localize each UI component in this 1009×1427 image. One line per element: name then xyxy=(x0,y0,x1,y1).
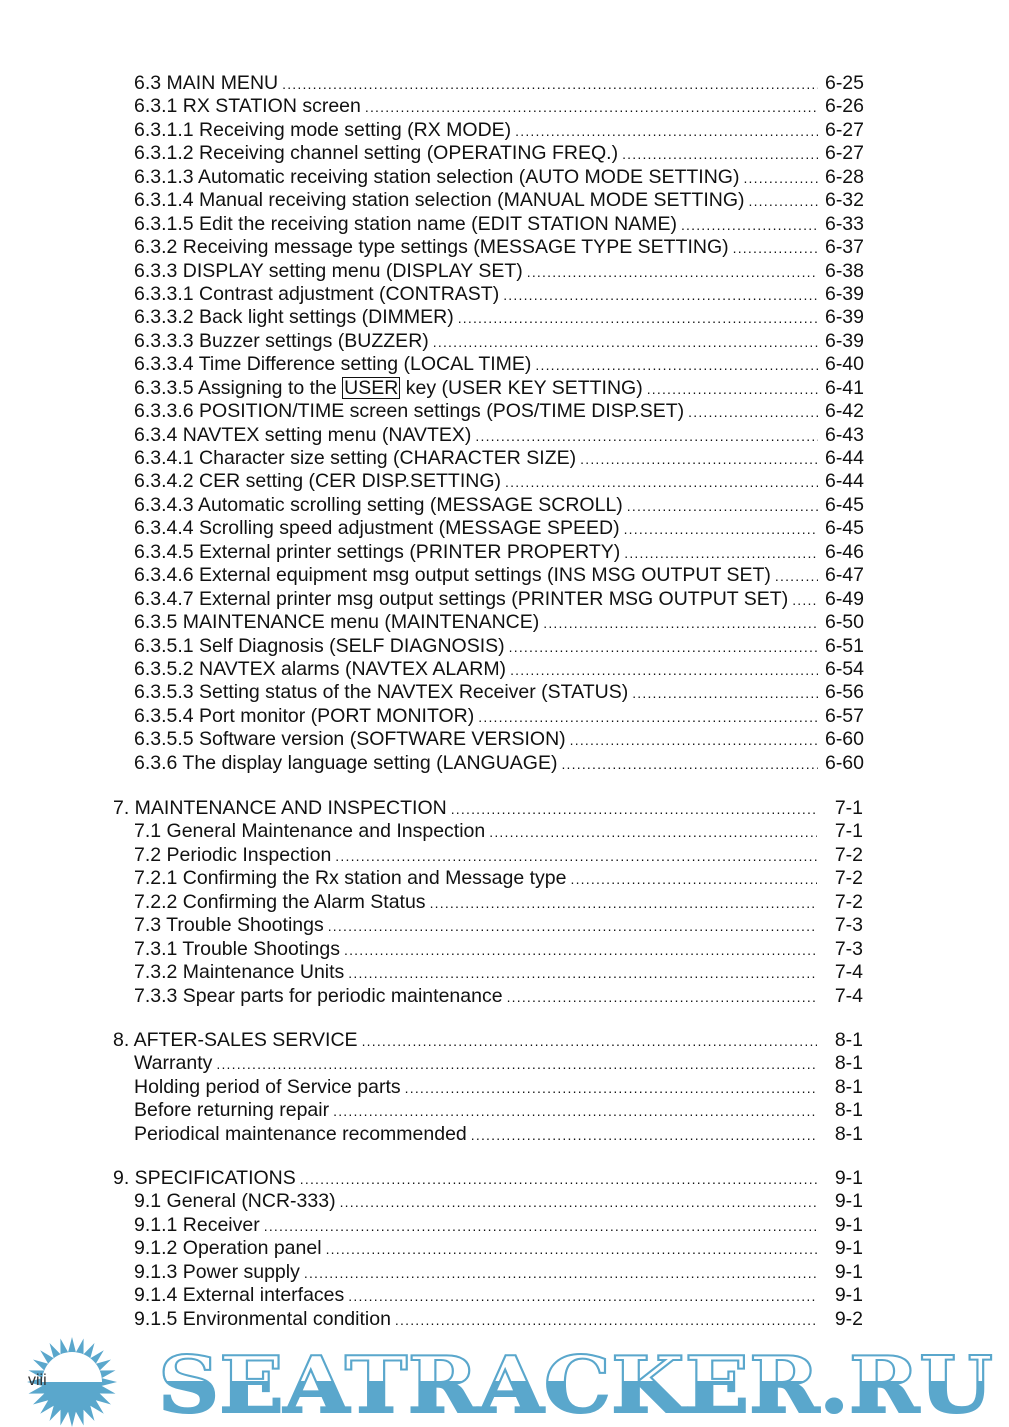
toc-entry[interactable] xyxy=(134,705,864,728)
dot-leader xyxy=(733,237,818,260)
dot-leader xyxy=(507,986,817,1009)
entry-label xyxy=(134,752,557,775)
entry-page: 8-1 xyxy=(834,1052,863,1075)
entry-page: 7-3 xyxy=(834,937,863,960)
dot-leader xyxy=(348,1285,817,1308)
entry-text: 9.1.5 Environmental condition xyxy=(134,1307,391,1330)
entry-label xyxy=(134,1076,401,1099)
toc-entry[interactable] xyxy=(134,260,864,283)
entry-text: 7.1 General Maintenance and Inspection xyxy=(134,820,486,843)
entry-text: 9.1.1 Receiver xyxy=(134,1213,260,1236)
dot-leader xyxy=(451,798,817,821)
entry-label xyxy=(134,424,471,447)
entry-page: 7-2 xyxy=(834,867,863,890)
dot-leader xyxy=(527,261,818,284)
toc-entry[interactable] xyxy=(134,353,864,376)
entry-label xyxy=(134,119,511,142)
entry-text: 8. AFTER-SALES SERVICE xyxy=(113,1029,358,1051)
toc-section-8 xyxy=(113,1029,863,1146)
dot-leader xyxy=(300,1168,817,1191)
entry-text: 6.3.6 The display language setting (LANGUAGE) xyxy=(134,751,558,774)
entry-label xyxy=(134,938,340,961)
entry-page: 6-51 xyxy=(824,634,864,657)
watermark-text: SEATRACKER.RU xyxy=(158,1340,993,1427)
entry-label xyxy=(134,564,771,587)
entry-label xyxy=(134,236,729,259)
dot-leader xyxy=(304,1262,817,1285)
dot-leader xyxy=(362,1030,817,1053)
entry-text: 6.3.2 Receiving message type settings (MESSAGE TYPE SETTING) xyxy=(134,236,729,259)
entry-text: 9.1 General (NCR-333) xyxy=(134,1190,336,1213)
entry-text: 6.3.5.1 Self Diagnosis (SELF DIAGNOSIS) xyxy=(134,634,505,657)
entry-label xyxy=(134,705,474,728)
page-number: viii xyxy=(28,1372,47,1389)
entry-page: 6-32 xyxy=(824,189,864,212)
entry-text: 6.3.1.2 Receiving channel setting (OPERATING FREQ.) xyxy=(134,142,619,165)
entry-page: 6-33 xyxy=(824,212,864,235)
toc-entry[interactable] xyxy=(134,564,864,587)
toc-entry[interactable] xyxy=(134,470,864,493)
dot-leader xyxy=(543,612,818,635)
toc-entry[interactable] xyxy=(113,1123,863,1146)
dot-leader xyxy=(458,307,818,330)
entry-text: 6.3.3.4 Time Difference setting (LOCAL TIME) xyxy=(134,353,532,376)
entry-page: 8-1 xyxy=(834,1075,863,1098)
entry-page: 6-45 xyxy=(824,517,864,540)
toc-entry[interactable] xyxy=(113,985,863,1008)
entry-page: 8-1 xyxy=(834,1099,863,1122)
entry-label xyxy=(134,867,567,890)
entry-page: 6-25 xyxy=(824,72,864,94)
dot-leader xyxy=(348,962,817,985)
entry-label xyxy=(113,797,447,820)
toc-entry[interactable] xyxy=(134,119,864,142)
entry-text-suffix: key (USER KEY SETTING) xyxy=(400,376,643,399)
toc-entry[interactable] xyxy=(134,283,864,306)
entry-page: 6-47 xyxy=(824,564,864,587)
toc-entry[interactable] xyxy=(134,541,864,564)
dot-leader xyxy=(743,167,818,190)
entry-label xyxy=(134,681,628,704)
entry-label xyxy=(134,166,739,189)
dot-leader xyxy=(333,1100,817,1123)
toc-entry[interactable] xyxy=(134,728,864,751)
entry-label xyxy=(134,611,539,634)
toc-entry[interactable] xyxy=(134,424,864,447)
entry-label xyxy=(113,1167,296,1190)
dot-leader xyxy=(216,1053,817,1076)
entry-page: 6-56 xyxy=(824,681,864,704)
dot-leader xyxy=(326,1238,817,1261)
entry-text: 6.3.4.3 Automatic scrolling setting (MESSAGE SCROLL) xyxy=(134,493,623,516)
entry-label xyxy=(134,891,426,914)
entry-label xyxy=(134,844,331,867)
toc-entry[interactable] xyxy=(113,1214,863,1237)
dot-leader xyxy=(624,542,818,565)
entry-label xyxy=(134,1190,336,1213)
dot-leader xyxy=(503,284,818,307)
toc-entry[interactable] xyxy=(134,189,864,212)
entry-text: 6.3.1.5 Edit the receiving station name (EDIT STATION NAME) xyxy=(134,212,677,235)
toc-entry[interactable] xyxy=(113,961,863,984)
toc-entry[interactable] xyxy=(113,1308,863,1331)
entry-label xyxy=(134,377,643,400)
dot-leader xyxy=(624,518,818,541)
entry-page: 9-2 xyxy=(834,1307,863,1330)
entry-label xyxy=(134,1308,391,1331)
dot-leader xyxy=(395,1309,817,1332)
entry-text: 6.3.5.5 Software version (SOFTWARE VERSION) xyxy=(134,728,566,751)
toc-entry[interactable] xyxy=(113,1052,863,1075)
dot-leader xyxy=(580,448,818,471)
dot-leader xyxy=(264,1215,817,1238)
dot-leader xyxy=(433,331,818,354)
entry-page: 9-1 xyxy=(834,1213,863,1236)
entry-text: 7. MAINTENANCE AND INSPECTION xyxy=(113,797,447,819)
toc-entry[interactable] xyxy=(134,494,864,517)
entry-page: 6-42 xyxy=(824,400,864,423)
entry-page: 7-2 xyxy=(834,890,863,913)
entry-text: 6.3.1.1 Receiving mode setting (RX MODE) xyxy=(134,118,512,141)
toc-entry[interactable] xyxy=(134,166,864,189)
entry-page: 6-44 xyxy=(824,470,864,493)
entry-text: 6.3.4 NAVTEX setting menu (NAVTEX) xyxy=(134,423,472,446)
entry-page: 6-57 xyxy=(824,704,864,727)
toc-entry[interactable] xyxy=(134,72,864,95)
dot-leader xyxy=(475,425,818,448)
entry-text: 6.3.5.4 Port monitor (PORT MONITOR) xyxy=(134,704,475,727)
entry-label xyxy=(134,306,454,329)
toc-section-6 xyxy=(134,72,864,775)
dot-leader xyxy=(632,682,818,705)
dot-leader xyxy=(688,401,818,424)
entry-label xyxy=(134,283,499,306)
entry-page: 6-50 xyxy=(824,611,864,634)
entry-text: 6.3.3.5 Assigning to the xyxy=(134,376,343,399)
toc-section-9 xyxy=(113,1167,863,1331)
toc-entry[interactable] xyxy=(113,1190,863,1213)
entry-text: 6.3.3.1 Contrast adjustment (CONTRAST) xyxy=(134,282,500,305)
entry-page: 6-38 xyxy=(824,259,864,282)
entry-page: 7-1 xyxy=(834,820,863,843)
entry-label xyxy=(134,330,429,353)
dot-leader xyxy=(510,659,818,682)
entry-label xyxy=(134,985,503,1008)
entry-text: 6.3.4.5 External printer settings (PRINTER PROPERTY) xyxy=(134,540,621,563)
entry-text: 7.2.2 Confirming the Alarm Status xyxy=(134,890,426,913)
entry-label xyxy=(134,517,620,540)
entry-label xyxy=(134,494,623,517)
entry-page: 6-39 xyxy=(824,306,864,329)
entry-page: 6-28 xyxy=(824,165,864,188)
entry-label xyxy=(134,142,618,165)
dot-leader xyxy=(627,495,818,518)
entry-text: 6.3.4.2 CER setting (CER DISP.SETTING) xyxy=(134,470,502,493)
dot-leader xyxy=(647,378,818,401)
dot-leader xyxy=(570,729,818,752)
dot-leader xyxy=(344,939,817,962)
entry-label xyxy=(134,961,344,984)
toc-entry[interactable] xyxy=(113,1029,863,1052)
entry-page: 8-1 xyxy=(834,1122,863,1145)
toc-entry[interactable] xyxy=(113,1284,863,1307)
dot-leader xyxy=(792,589,818,612)
entry-text: Holding period of Service parts xyxy=(134,1075,401,1098)
toc-entry[interactable] xyxy=(134,517,864,540)
entry-text: 6.3.3.2 Back light settings (DIMMER) xyxy=(134,306,454,329)
dot-leader xyxy=(282,73,818,96)
dot-leader xyxy=(430,892,817,915)
entry-page: 9-1 xyxy=(834,1190,863,1213)
dot-leader xyxy=(622,143,818,166)
dot-leader xyxy=(535,354,818,377)
entry-label xyxy=(134,541,620,564)
entry-label xyxy=(134,588,788,611)
dot-leader xyxy=(681,214,818,237)
entry-label xyxy=(134,1237,322,1260)
entry-page: 6-27 xyxy=(824,118,864,141)
entry-text: 9. SPECIFICATIONS xyxy=(113,1167,296,1189)
entry-text: 6.3.5 MAINTENANCE menu (MAINTENANCE) xyxy=(134,611,540,634)
toc-entry[interactable] xyxy=(134,236,864,259)
entry-text: 6.3.5.3 Setting status of the NAVTEX Receiver (STATUS) xyxy=(134,681,629,704)
toc-entry[interactable] xyxy=(134,142,864,165)
entry-page: 7-3 xyxy=(834,914,863,937)
entry-page: 6-45 xyxy=(824,493,864,516)
entry-text: 7.3.2 Maintenance Units xyxy=(134,961,345,984)
toc-entry[interactable] xyxy=(113,867,863,890)
dot-leader xyxy=(471,1124,817,1147)
entry-page: 9-1 xyxy=(834,1284,863,1307)
toc-entry[interactable] xyxy=(113,1099,863,1122)
entry-text: 6.3.5.2 NAVTEX alarms (NAVTEX ALARM) xyxy=(134,657,507,680)
dot-leader xyxy=(340,1191,817,1214)
toc-entry[interactable] xyxy=(134,95,864,118)
entry-label xyxy=(134,189,745,212)
dot-leader xyxy=(505,471,818,494)
entry-text: 6.3.4.6 External equipment msg output settings (INS MSG OUTPUT SET) xyxy=(134,564,771,587)
entry-label xyxy=(134,353,531,376)
user-key-box: USER xyxy=(344,376,399,399)
toc-entry[interactable] xyxy=(113,844,863,867)
entry-page: 7-2 xyxy=(834,843,863,866)
entry-page: 9-1 xyxy=(834,1260,863,1283)
entry-page: 6-41 xyxy=(824,376,864,399)
entry-label xyxy=(134,1052,212,1075)
dot-leader xyxy=(328,915,817,938)
entry-label xyxy=(134,447,576,470)
watermark-logo xyxy=(0,1336,1009,1427)
dot-leader xyxy=(489,821,817,844)
toc-entry[interactable] xyxy=(113,891,863,914)
entry-page: 6-49 xyxy=(824,587,864,610)
entry-page: 7-1 xyxy=(834,797,863,819)
entry-label xyxy=(134,72,278,95)
entry-page: 6-39 xyxy=(824,282,864,305)
entry-text: 6.3.1.4 Manual receiving station selection (MANUAL MODE SETTING) xyxy=(134,189,745,212)
toc-entry[interactable] xyxy=(113,1167,863,1190)
dot-leader xyxy=(478,706,818,729)
toc-entry[interactable] xyxy=(113,1261,863,1284)
entry-label xyxy=(134,820,485,843)
entry-page: 6-37 xyxy=(824,236,864,259)
entry-label xyxy=(134,213,677,236)
dot-leader xyxy=(405,1077,817,1100)
toc-entry[interactable] xyxy=(134,306,864,329)
entry-text: 7.2 Periodic Inspection xyxy=(134,843,332,866)
entry-label xyxy=(134,470,501,493)
entry-page: 9-1 xyxy=(834,1167,863,1189)
toc-entry[interactable] xyxy=(134,681,864,704)
entry-page: 6-40 xyxy=(824,353,864,376)
entry-text: Periodical maintenance recommended xyxy=(134,1122,467,1145)
toc-entry[interactable] xyxy=(134,752,864,775)
entry-page: 6-43 xyxy=(824,423,864,446)
entry-text: 6.3.1.3 Automatic receiving station selection (AUTO MODE SETTING) xyxy=(134,165,740,188)
toc-entry[interactable] xyxy=(113,797,863,820)
entry-label xyxy=(134,1214,260,1237)
entry-label xyxy=(134,658,506,681)
toc-entry[interactable] xyxy=(134,377,864,400)
toc-entry[interactable] xyxy=(134,447,864,470)
entry-label xyxy=(113,1029,358,1052)
entry-label xyxy=(134,1099,329,1122)
toc-entry[interactable] xyxy=(113,1237,863,1260)
toc-section-7 xyxy=(113,797,863,1008)
entry-page: 6-27 xyxy=(824,142,864,165)
dot-leader xyxy=(571,868,818,891)
entry-page: 7-4 xyxy=(834,961,863,984)
entry-text: 9.1.4 External interfaces xyxy=(134,1284,345,1307)
entry-page: 6-44 xyxy=(824,447,864,469)
entry-label xyxy=(134,95,361,118)
entry-label xyxy=(134,1123,467,1146)
entry-page: 6-60 xyxy=(824,751,864,774)
entry-text: 6.3.1 RX STATION screen xyxy=(134,95,361,118)
entry-page: 6-26 xyxy=(824,95,864,118)
entry-text: 6.3.4.4 Scrolling speed adjustment (MESSAGE SPEED) xyxy=(134,517,620,540)
entry-page: 6-54 xyxy=(824,657,864,680)
toc-entry[interactable] xyxy=(134,330,864,353)
entry-text: 6.3.3.3 Buzzer settings (BUZZER) xyxy=(134,329,429,352)
entry-label xyxy=(134,1284,344,1307)
entry-text: 6.3.4.7 External printer msg output settings (PRINTER MSG OUTPUT SET) xyxy=(134,587,789,610)
toc-entry[interactable] xyxy=(134,635,864,658)
dot-leader xyxy=(749,190,819,213)
entry-page: 6-60 xyxy=(824,728,864,751)
entry-text: 7.2.1 Confirming the Rx station and Message type xyxy=(134,867,567,890)
entry-text: 6.3.3.6 POSITION/TIME screen settings (POS/TIME DISP.SET) xyxy=(134,400,685,423)
toc-entry[interactable] xyxy=(134,400,864,423)
entry-label xyxy=(134,728,566,751)
toc-entry[interactable] xyxy=(134,658,864,681)
entry-page: 6-46 xyxy=(824,540,864,563)
dot-leader xyxy=(515,120,818,143)
toc-entry[interactable] xyxy=(113,914,863,937)
entry-page: 8-1 xyxy=(834,1029,863,1051)
entry-text: 7.3.1 Trouble Shootings xyxy=(134,937,340,960)
toc-entry[interactable] xyxy=(113,1076,863,1099)
entry-label xyxy=(134,635,505,658)
entry-text: 7.3.3 Spear parts for periodic maintenance xyxy=(134,984,503,1007)
entry-text: 6.3.3 DISPLAY setting menu (DISPLAY SET) xyxy=(134,259,523,282)
toc-entry[interactable] xyxy=(113,938,863,961)
entry-label xyxy=(134,260,523,283)
entry-page: 7-4 xyxy=(834,984,863,1007)
entry-text: Before returning repair xyxy=(134,1099,330,1122)
entry-label xyxy=(134,914,324,937)
entry-text: 6.3.4.1 Character size setting (CHARACTER SIZE) xyxy=(134,447,577,469)
entry-text: 6.3 MAIN MENU xyxy=(134,72,279,94)
entry-text: 9.1.3 Power supply xyxy=(134,1260,300,1283)
dot-leader xyxy=(509,636,818,659)
entry-text: 9.1.2 Operation panel xyxy=(134,1237,322,1260)
entry-label xyxy=(134,1261,300,1284)
toc-entry[interactable] xyxy=(113,820,863,843)
entry-page: 6-39 xyxy=(824,329,864,352)
dot-leader xyxy=(335,845,817,868)
entry-page: 9-1 xyxy=(834,1237,863,1260)
toc-entry[interactable] xyxy=(134,611,864,634)
toc-entry[interactable] xyxy=(134,213,864,236)
entry-text: 7.3 Trouble Shootings xyxy=(134,914,324,937)
dot-leader xyxy=(775,565,818,588)
dot-leader xyxy=(365,96,818,119)
entry-label xyxy=(134,400,684,423)
toc-entry[interactable] xyxy=(134,588,864,611)
dot-leader xyxy=(561,753,818,776)
entry-text: Warranty xyxy=(134,1052,213,1075)
